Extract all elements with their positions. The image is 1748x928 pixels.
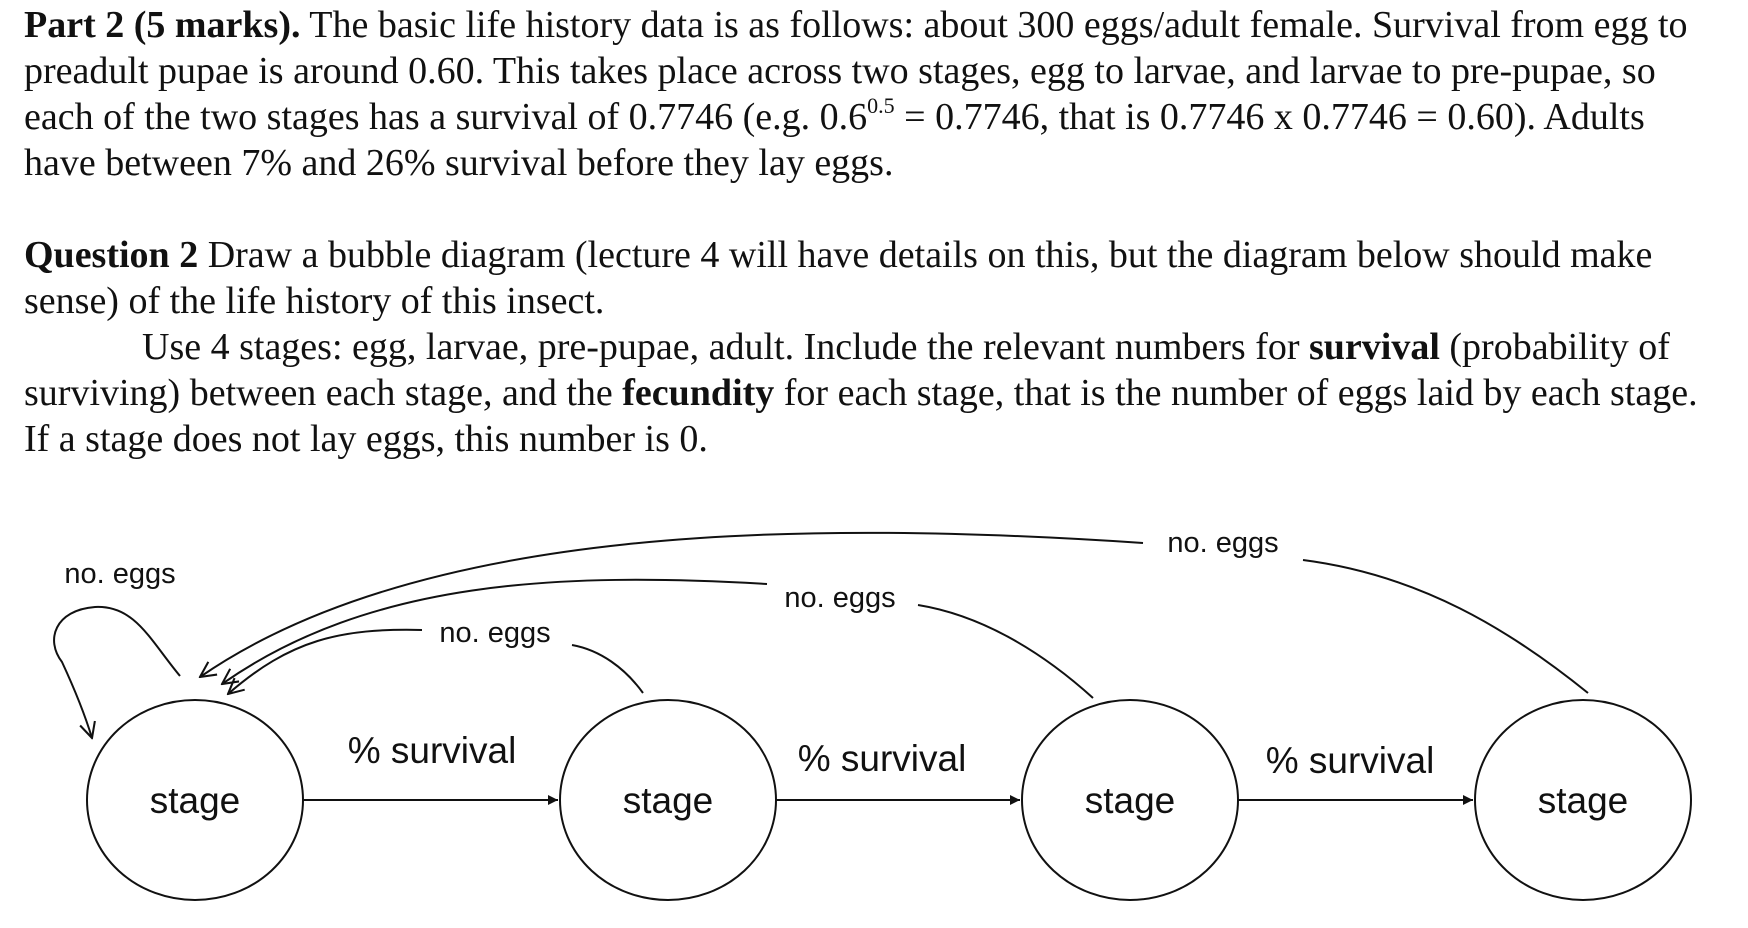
eggs-label: no. eggs — [1167, 527, 1279, 559]
stage-node-1 — [87, 700, 303, 900]
question-2-paragraph — [24, 232, 1724, 462]
survival-arrow-2 — [776, 738, 1020, 800]
bubble-diagram — [0, 500, 1748, 928]
instruction-c: for each stage, that is the number of eggs laid by each stage. If a stage does not lay eggs, this number is 0. — [24, 372, 1698, 460]
stage-label: stage — [1537, 780, 1629, 821]
question-text-a: Draw a bubble diagram (lecture 4 will have details on this, but the diagram below should make sense) of the life history of this insect. — [24, 234, 1653, 322]
survival-arrow-1 — [303, 730, 558, 800]
instruction-b: (probability of surviving) between each stage, and the — [24, 326, 1670, 414]
question-heading: Question 2 — [24, 234, 199, 276]
stage-label: stage — [149, 780, 241, 821]
fecundity-arrow-stage-3 — [222, 580, 1093, 698]
stage-label: stage — [1084, 780, 1176, 821]
survival-label: % survival — [797, 738, 967, 779]
stage-node-3 — [1022, 700, 1238, 900]
bold-survival: survival — [1309, 326, 1440, 368]
eggs-label: no. eggs — [439, 617, 551, 649]
fecundity-arrow-stage-2 — [228, 617, 643, 694]
part-text-a: The basic life history data is as follows: about 300 eggs/adult female. Survival from egg to preadult pupae is around 0.60. This takes place across two stages, egg to larvae, and larvae to pre-pupae, so each of the two stages has a survival of 0.7746 (e.g. 0.6 — [24, 4, 1688, 138]
survival-label: % survival — [347, 730, 517, 771]
stage-label: stage — [622, 780, 714, 821]
exponent: 0.5 — [867, 93, 895, 118]
stage-node-4 — [1475, 700, 1691, 900]
bold-fecundity: fecundity — [622, 372, 775, 414]
document-body — [24, 0, 1724, 462]
eggs-label: no. eggs — [64, 558, 176, 590]
instruction-a: Use 4 stages: egg, larvae, pre-pupae, adult. Include the relevant numbers for — [142, 326, 1309, 368]
part-heading: Part 2 (5 marks). — [24, 4, 301, 46]
eggs-label: no. eggs — [784, 582, 896, 614]
part-text-b: = 0.7746, that is 0.7746 x 0.7746 = 0.60). Adults have between 7% and 26% survival before they lay eggs. — [24, 96, 1645, 184]
instruction-indent — [24, 324, 1440, 370]
survival-arrow-3 — [1238, 740, 1473, 800]
part-2-paragraph — [24, 0, 1724, 186]
survival-label: % survival — [1265, 740, 1435, 781]
stage-node-2 — [560, 700, 776, 900]
